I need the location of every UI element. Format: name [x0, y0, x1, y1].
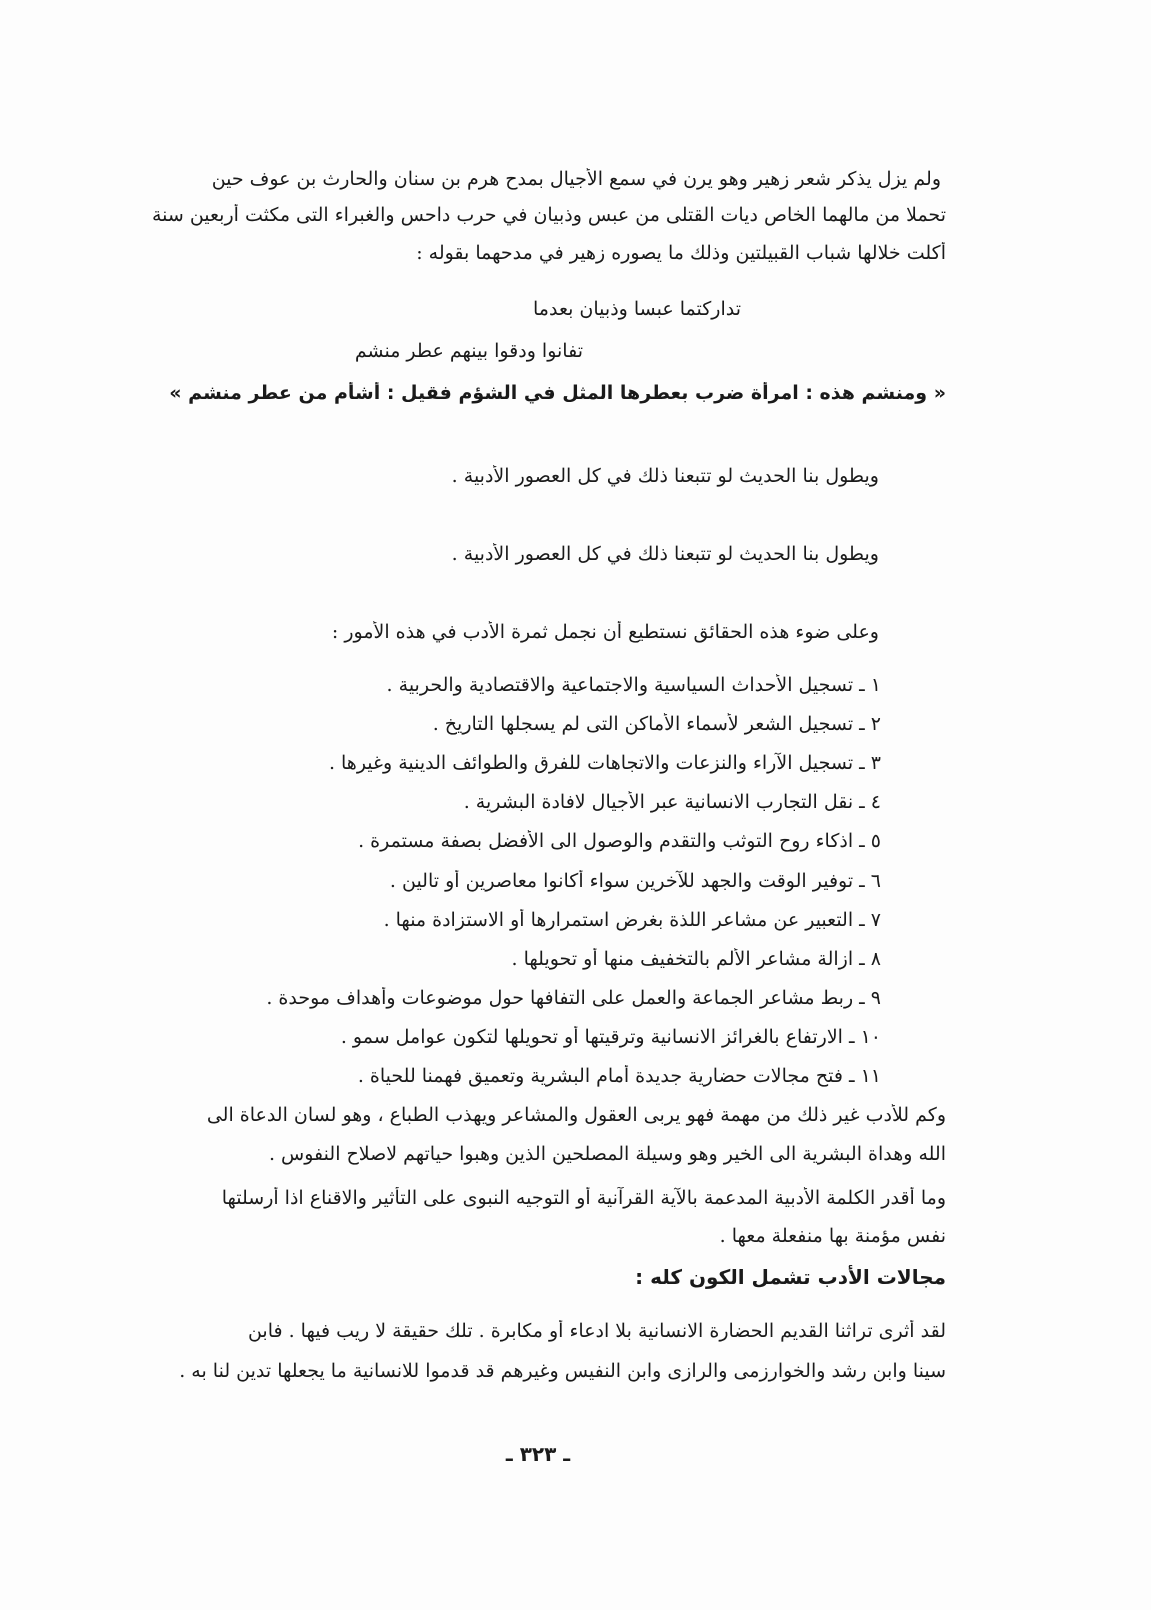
paragraph-4-line-1: لقد أثرى تراثنا القديم الحضارة الانسانية بلا ادعاء أو مكابرة . تلك حقيقة لا ريب فيها . فابن	[247, 1320, 946, 1342]
list-item-7: ٧ ـ التعبير عن مشاعر اللذة بغرض استمرارها أو الاستزادة منها .	[383, 909, 881, 931]
paragraph-2-line-2: الله وهداة البشرية الى الخير وهو وسيلة المصلحين الذين وهبوا حياتهم لاصلاح النفوس .	[268, 1143, 946, 1165]
paragraph-1-line-2: تحملا من مالهما الخاص ديات القتلى من عبس وذبيان في حرب داحس والغبراء التى مكثت أربعين سنة	[151, 204, 946, 226]
paragraph-1-line-1: ولم يزل يذكر شعر زهير وهو يرن في سمع الأجيال بمدح هرم بن سنان والحارث بن عوف حين	[211, 168, 941, 190]
list-item-5: ٥ ـ اذكاء روح التوثب والتقدم والوصول الى الأفضل بصفة مستمرة .	[358, 830, 881, 852]
verse-line-2: تفانوا ودقوا بينهم عطر منشم	[354, 340, 583, 362]
paragraph-2-line-1: وكم للأدب غير ذلك من مهمة فهو يربى العقول والمشاعر ويهذب الطباع ، وهو لسان الدعاة الى	[206, 1104, 946, 1126]
list-item-8: ٨ ـ ازالة مشاعر الألم بالتخفيف منها أو تحويلها .	[511, 948, 881, 970]
list-item-3: ٣ ـ تسجيل الآراء والنزعات والاتجاهات للفرق والطوائف الدينية وغيرها .	[328, 752, 881, 774]
note-bold: « ومنشم هذه : امرأة ضرب بعطرها المثل في الشؤم فقيل : أشأم من عطر منشم »	[169, 382, 946, 404]
list-item-1: ١ ـ تسجيل الأحداث السياسية والاجتماعية والاقتصادية والحربية .	[386, 674, 881, 696]
paragraph-repeat-1: ويطول بنا الحديث لو تتبعنا ذلك في كل العصور الأدبية .	[451, 465, 879, 487]
list-item-6: ٦ ـ توفير الوقت والجهد للآخرين سواء أكانوا معاصرين أو تالين .	[389, 870, 881, 892]
list-item-4: ٤ ـ نقل التجارب الانسانية عبر الأجيال لافادة البشرية .	[463, 791, 881, 813]
paragraph-4-line-2: سينا وابن رشد والخوارزمى والرازى وابن النفيس وغيرهم قد قدموا للانسانية ما يجعلها تدين لنا به .	[179, 1360, 946, 1382]
list-item-2: ٢ ـ تسجيل الشعر لأسماء الأماكن التى لم يسجلها التاريخ .	[432, 713, 881, 735]
list-intro: وعلى ضوء هذه الحقائق نستطيع أن نجمل ثمرة الأدب في هذه الأمور :	[331, 621, 879, 643]
list-item-11: ١١ ـ فتح مجالات حضارية جديدة أمام البشرية وتعميق فهمنا للحياة .	[357, 1065, 881, 1087]
verse-line-1: تداركتما عبسا وذبيان بعدما	[533, 298, 741, 320]
list-item-9: ٩ ـ ربط مشاعر الجماعة والعمل على التفافها حول موضوعات وأهداف موحدة .	[266, 987, 881, 1009]
list-item-10: ١٠ ـ الارتفاع بالغرائز الانسانية وترقيتها أو تحويلها لتكون عوامل سمو .	[340, 1026, 881, 1048]
paragraph-3-line-1: وما أقدر الكلمة الأدبية المدعمة بالآية القرآنية أو التوجيه النبوى على التأثير والاقناع اذا أرسلتها	[221, 1187, 946, 1209]
paragraph-1-line-3: أكلت خلالها شباب القبيلتين وذلك ما يصوره زهير في مدحهما بقوله :	[416, 242, 946, 264]
paragraph-repeat-2: ويطول بنا الحديث لو تتبعنا ذلك في كل العصور الأدبية .	[451, 543, 879, 565]
page-number: ـ ٣٢٣ ـ	[505, 1442, 571, 1466]
section-heading: مجالات الأدب تشمل الكون كله :	[635, 1265, 946, 1289]
paragraph-3-line-2: نفس مؤمنة بها منفعلة معها .	[719, 1225, 946, 1247]
